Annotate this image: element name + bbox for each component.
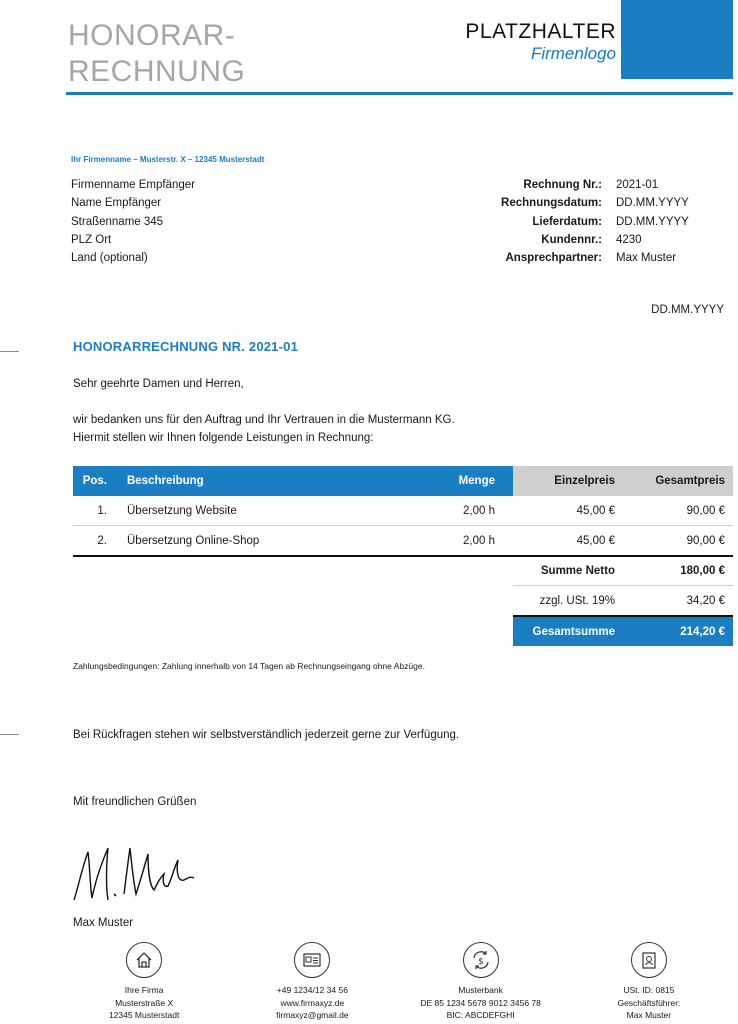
meta-row xyxy=(440,213,726,231)
footer-legal xyxy=(565,942,733,1022)
meta-row xyxy=(440,194,726,212)
row-total-price: 90,00 € xyxy=(686,534,725,547)
net-sum-label: Summe Netto xyxy=(540,564,615,577)
footer-line: Musterbank xyxy=(458,985,503,995)
id-badge-icon xyxy=(631,942,667,978)
grand-total-value: 214,20 € xyxy=(680,625,725,638)
table-row xyxy=(73,526,733,555)
row-pos: 1. xyxy=(97,504,107,517)
meta-value: 4230 xyxy=(616,233,642,246)
meta-label: Rechnung Nr.: xyxy=(523,179,602,191)
footer-bank xyxy=(397,942,565,1022)
closing-salutation: Mit freundlichen Grüßen xyxy=(73,796,197,808)
footer-line: www.firmaxyz.de xyxy=(280,997,345,1008)
net-sum-value: 180,00 € xyxy=(680,564,725,577)
meta-label: Rechnungsdatum: xyxy=(501,197,602,210)
footer-contact xyxy=(228,942,396,1022)
house-icon xyxy=(126,942,162,978)
meta-value: DD.MM.YYYY xyxy=(616,215,689,228)
table-header-blue xyxy=(73,466,513,496)
document-title-line-1: HONORAR- xyxy=(68,19,236,52)
meta-value: 2021-01 xyxy=(616,179,659,191)
fold-mark-top xyxy=(0,351,19,352)
sender-address-line: Ihr Firmenname – Musterstr. X – 12345 Musterstadt xyxy=(71,155,265,164)
greeting: Sehr geehrte Damen und Herren, xyxy=(73,378,244,390)
header-quantity: Menge xyxy=(458,475,495,487)
document-title xyxy=(68,18,268,82)
footer-company xyxy=(60,942,228,1022)
meta-value: DD.MM.YYYY xyxy=(616,197,689,210)
tax-label: zzgl. USt. 19% xyxy=(539,594,615,607)
footer-line: Ihre Firma xyxy=(124,985,164,995)
intro-line-1: wir bedanken uns für den Auftrag und Ihr Vertrauen in die Mustermann KG. xyxy=(73,414,455,426)
recipient-name: Name Empfänger xyxy=(71,197,162,210)
table-header-row xyxy=(73,466,733,496)
logo-placeholder-box xyxy=(621,0,733,79)
document-title-line-2: RECHNUNG xyxy=(68,55,246,82)
recipient-company: Firmenname Empfänger xyxy=(71,179,195,191)
recipient-city: PLZ Ort xyxy=(71,233,112,246)
footer xyxy=(60,942,733,1022)
row-unit-price: 45,00 € xyxy=(576,534,615,547)
row-description: Übersetzung Online-Shop xyxy=(127,534,260,547)
net-sum-row xyxy=(513,556,733,585)
meta-label: Kundennr.: xyxy=(541,233,602,246)
intro-text xyxy=(73,412,455,447)
row-quantity: 2,00 h xyxy=(463,534,495,547)
meta-row xyxy=(440,231,726,249)
grand-total-label: Gesamtsumme xyxy=(532,625,615,638)
table-row xyxy=(73,496,733,525)
logo-sub-text: Firmenlogo xyxy=(530,44,616,63)
recipient-country: Land (optional) xyxy=(71,252,148,265)
handwritten-signature xyxy=(68,838,208,915)
tax-row xyxy=(513,586,733,615)
footer-line: +49 1234/12 34 56 xyxy=(276,985,348,995)
meta-row xyxy=(440,176,726,194)
payment-terms: Zahlungsbedingungen: Zahlung innerhalb von 14 Tagen ab Rechnungseingang ohne Abzüge. xyxy=(73,661,425,671)
intro-line-2: Hiermit stellen wir Ihnen folgende Leistungen in Rechnung: xyxy=(73,431,374,444)
line-items-table xyxy=(73,466,733,557)
footer-line: firmaxyz@gmail.de xyxy=(276,1010,349,1020)
logo-main-text: PLATZHALTER xyxy=(465,20,616,43)
footer-line: BIC: ABCDEFGHI xyxy=(446,1010,515,1020)
grand-total-row xyxy=(513,617,733,646)
closing-question: Bei Rückfragen stehen wir selbstverständlich jederzeit gerne zur Verfügung. xyxy=(73,729,460,741)
letter-date: DD.MM.YYYY xyxy=(651,304,724,316)
footer-line: DE 85 1234 5678 9012 3456 78 xyxy=(420,997,541,1008)
footer-line: Musterstraße X xyxy=(115,997,174,1008)
footer-line: Max Muster xyxy=(626,1010,672,1020)
footer-line: USt. ID: 0815 xyxy=(623,985,675,995)
footer-line: 12345 Musterstadt xyxy=(108,1010,180,1020)
recipient-address xyxy=(71,176,195,267)
header-pos: Pos. xyxy=(82,475,107,487)
table-header-grey xyxy=(513,466,733,496)
money-transfer-icon xyxy=(463,942,499,978)
recipient-street: Straßenname 345 xyxy=(71,215,164,228)
row-total-price: 90,00 € xyxy=(686,504,725,517)
invoice-heading: HONORARRECHNUNG NR. 2021-01 xyxy=(73,339,298,354)
meta-label: Ansprechpartner: xyxy=(505,252,602,265)
invoice-meta xyxy=(440,176,726,267)
row-description: Übersetzung Website xyxy=(127,504,237,517)
header-unit-price: Einzelpreis xyxy=(554,475,615,487)
meta-label: Lieferdatum: xyxy=(532,215,602,228)
svg-text:$: $ xyxy=(477,957,484,967)
header-total-price: Gesamtpreis xyxy=(655,475,725,487)
contact-card-icon xyxy=(294,942,330,978)
fold-mark-bottom xyxy=(0,734,19,735)
tax-value: 34,20 € xyxy=(686,594,725,607)
meta-row xyxy=(440,249,726,267)
row-pos: 2. xyxy=(97,534,107,547)
totals-block xyxy=(513,556,733,646)
footer-line: Geschäftsführer: xyxy=(617,997,681,1008)
header-divider xyxy=(66,92,733,95)
signer-name: Max Muster xyxy=(73,917,134,929)
meta-value: Max Muster xyxy=(616,252,677,265)
company-logo-text xyxy=(465,20,616,64)
header-description: Beschreibung xyxy=(127,475,204,487)
row-quantity: 2,00 h xyxy=(463,504,495,517)
row-unit-price: 45,00 € xyxy=(576,504,615,517)
